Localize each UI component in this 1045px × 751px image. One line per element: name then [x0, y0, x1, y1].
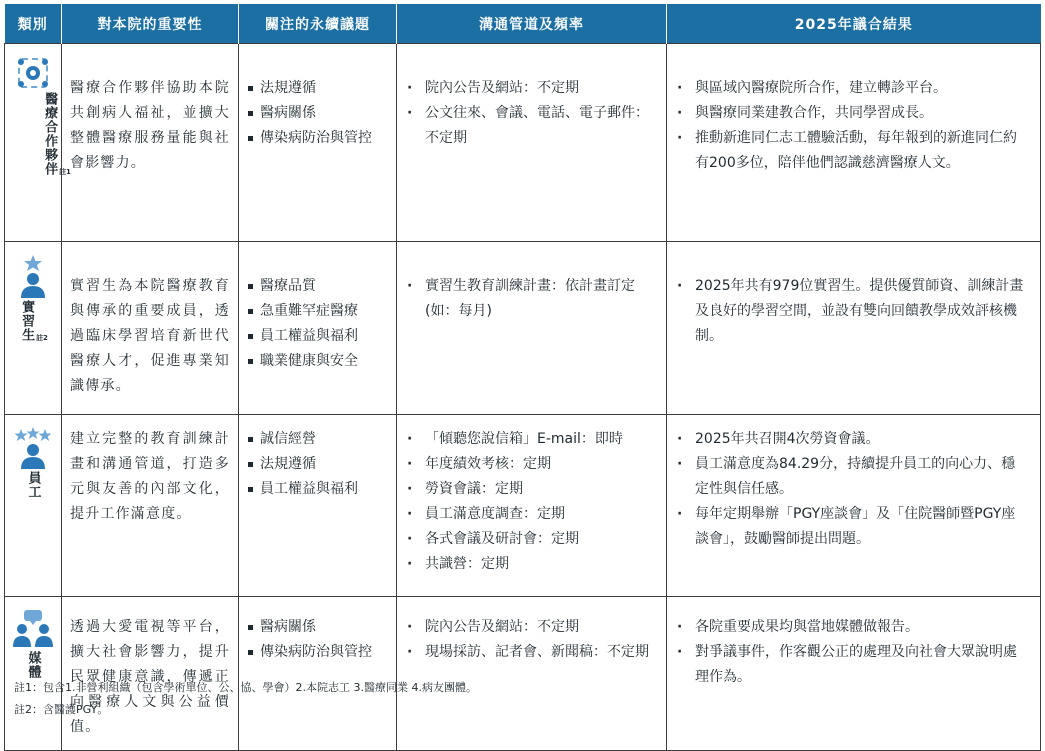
category-cell: [5, 415, 62, 597]
issue-item: 醫療品質: [247, 274, 390, 299]
channel-item: · 共識營：定期: [405, 552, 654, 577]
table-row: [5, 44, 1041, 242]
issue-item: 職業健康與安全: [247, 349, 390, 374]
results-cell: [667, 597, 1041, 751]
issue-item: 醫病關係: [247, 615, 390, 640]
issue-item: 醫病關係: [247, 101, 390, 126]
results-cell: [667, 415, 1041, 597]
result-item: · 各院重要成果均與當地媒體做報告。: [675, 615, 1028, 640]
result-item: · 與醫療同業建教合作，共同學習成長。: [675, 101, 1028, 126]
header-results: 2025年議合結果: [667, 4, 1041, 44]
table-header-row: [5, 4, 1041, 44]
star-person-icon: [18, 254, 48, 298]
issue-item: 誠信經營: [247, 427, 390, 452]
results-cell: [667, 242, 1041, 415]
issue-item: 法規遵循: [247, 76, 390, 101]
importance-cell: 透過大愛電視等平台，擴大社會影響力，提升民眾健康意識，傳遞正向醫療人文與公益價值。: [62, 597, 239, 751]
header-importance: 對本院的重要性: [62, 4, 239, 44]
channels-cell: [397, 597, 667, 751]
table-row: [5, 597, 1041, 751]
result-item: · 2025年共有979位實習生。提供優質師資、訓練計畫及良好的學習空間，並設有雙向回饋教學成效評核機制。: [675, 274, 1028, 349]
stakeholder-table: [4, 4, 1041, 751]
channel-item: · 員工滿意度調查：定期: [405, 502, 654, 527]
category-note-mark: 註1: [59, 168, 71, 176]
result-item: · 2025年共召開4次勞資會議。: [675, 427, 1028, 452]
channel-item: · 公文往來、會議、電話、電子郵件：不定期: [405, 101, 654, 151]
issue-item: 員工權益與福利: [247, 477, 390, 502]
channel-item: · 勞資會議：定期: [405, 477, 654, 502]
importance-cell: 建立完整的教育訓練計畫和溝通管道，打造多元與友善的內部文化，提升工作滿意度。: [62, 415, 239, 597]
table-row: [5, 415, 1041, 597]
header-category: 類別: [5, 4, 62, 44]
footnote-1: 註1：包含1.非營利組織（包含學術單位、公、協、學會）2.本院志工 3.醫療同業 4.病友團體。: [14, 681, 477, 694]
category-name: 員工: [25, 471, 41, 499]
results-cell: [667, 44, 1041, 242]
table-row: [5, 242, 1041, 415]
importance-cell: 醫療合作夥伴協助本院共創病人福祉，並擴大整體醫療服務量能與社會影響力。: [62, 44, 239, 242]
channel-item: · 現場採訪、記者會、新聞稿：不定期: [405, 640, 654, 665]
category-cell: [5, 597, 62, 751]
result-item: · 與區域內醫療院所合作，建立轉診平台。: [675, 76, 1028, 101]
category-cell: [5, 44, 71, 242]
issue-item: 傳染病防治與管控: [247, 126, 390, 151]
channel-item: · 各式會議及研討會：定期: [405, 527, 654, 552]
stakeholder-table-container: [4, 4, 1040, 751]
footnotes: [14, 677, 477, 721]
category-name: 醫療合作夥伴: [42, 92, 58, 176]
category-note-mark: 註2: [36, 334, 48, 342]
channels-cell: [397, 44, 667, 242]
issue-item: 員工權益與福利: [247, 324, 390, 349]
result-item: · 員工滿意度為84.29分，持續提升員工的向心力、穩定性與信任感。: [675, 452, 1028, 502]
category-name: 實習生: [19, 300, 35, 342]
issues-cell: [239, 44, 397, 242]
footnote-2: 註2：含醫護PGY。: [14, 703, 109, 716]
result-item: · 每年定期舉辦「PGY座談會」及「住院醫師暨PGY座談會」，鼓勵醫師提出問題。: [675, 502, 1028, 552]
issue-item: 傳染病防治與管控: [247, 640, 390, 665]
category-name: 媒體: [25, 651, 41, 679]
chat-people-icon: [12, 609, 54, 649]
issue-item: 法規遵循: [247, 452, 390, 477]
three-star-person-icon: [13, 427, 53, 469]
result-item: · 對爭議事件，作客觀公正的處理及向社會大眾說明處理作為。: [675, 640, 1028, 690]
issues-cell: [239, 597, 397, 751]
gear-people-icon: [15, 56, 51, 90]
result-item: · 推動新進同仁志工體驗活動，每年報到的新進同仁約有200多位，陪伴他們認識慈濟醫療人文。: [675, 126, 1028, 176]
channel-item: · 院內公告及網站：不定期: [405, 76, 654, 101]
channels-cell: [397, 242, 667, 415]
header-channels: 溝通管道及頻率: [397, 4, 667, 44]
issues-cell: [239, 242, 397, 415]
importance-cell: 實習生為本院醫療教育與傳承的重要成員，透過臨床學習培育新世代醫療人才，促進專業知識傳承。: [62, 242, 239, 415]
category-cell: [5, 242, 62, 415]
channel-item: · 年度績效考核：定期: [405, 452, 654, 477]
channel-item: · 院內公告及網站：不定期: [405, 615, 654, 640]
channel-item: · 實習生教育訓練計畫：依計畫訂定(如：每月): [405, 274, 654, 324]
issues-cell: [239, 415, 397, 597]
channels-cell: [397, 415, 667, 597]
header-issues: 關注的永續議題: [239, 4, 397, 44]
channel-item: · 「傾聽您說信箱」E-mail：即時: [405, 427, 654, 452]
issue-item: 急重難罕症醫療: [247, 299, 390, 324]
